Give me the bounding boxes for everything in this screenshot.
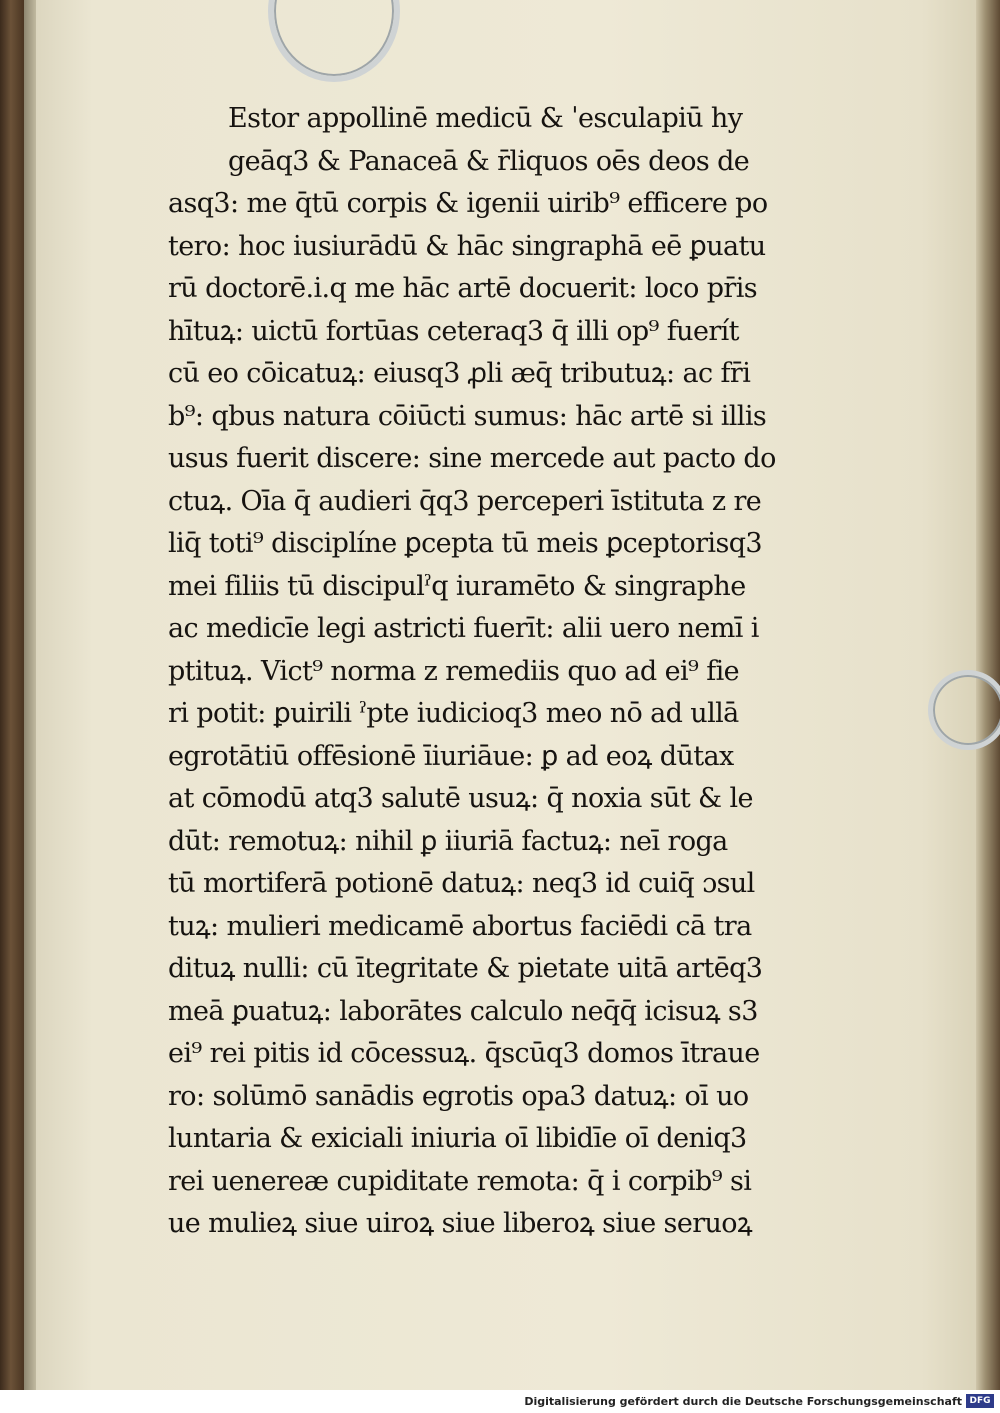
- text-line: tuꝝ: mulieri medicamē abortus faciēdi cā tra: [168, 910, 752, 942]
- text-line: ri potit: ꝑuirili ˀpte iudicioq3 meo nō ad ullā: [168, 698, 739, 729]
- text-line: ei⁹ rei pitis id cōcessuꝝ. q̄scūq3 domos ītraue: [168, 1038, 760, 1069]
- text-line: ctuꝝ. Oīa q̄ audieri q̄q3 perceperi īstituta z re: [168, 485, 762, 517]
- text-line: hītuꝝ: uictū fortūas ceteraq3 q̄ illi op⁹ fuerít: [168, 315, 739, 347]
- text-line: dituꝝ nulli: cū ītegritate & pietate uitā artēq3: [168, 953, 763, 984]
- text-line: ptituꝝ. Vict⁹ norma z remediis quo ad ei⁹ fie: [168, 655, 740, 687]
- text-line: ue mulieꝝ siue uiroꝝ siue liberoꝝ siue seruoꝝ: [168, 1208, 752, 1239]
- funding-credit: Digitalisierung gefördert durch die Deutsche Forschungsgemeinschaft: [524, 1395, 962, 1408]
- text-line: liq̄ toti⁹ disciplíne ꝑcepta tū meis ꝑceptorisq3: [168, 528, 762, 559]
- text-line: at cōmodū atq3 salutē usuꝝ: q̄ noxia sūt & le: [168, 783, 753, 814]
- text-line: meā ꝑuatuꝝ: laborātes calculo neq̄q̄ icisuꝝ s3: [168, 995, 758, 1027]
- text-line: b⁹: qbus natura cōiūcti sumus: hāc artē si illis: [168, 400, 767, 432]
- footer-bar: [0, 1390, 1000, 1413]
- text-line: usus fuerit discere: sine mercede aut pacto do: [168, 443, 776, 474]
- text-line: cū eo cōicatuꝝ: eiusq3 ꝓli æq̄ tributuꝝ: ac fr̄i: [168, 358, 751, 389]
- text-line: geāq3 & Panaceā & r̄liquos oēs deos de: [228, 145, 750, 177]
- dfg-logo: DFG: [966, 1394, 994, 1408]
- text-line: mei filiis tū discipulˀq iuramēto & singraphe: [168, 570, 746, 602]
- text-block: [168, 98, 776, 1246]
- text-line: rū doctorē.i.q me hāc artē docuerit: loco pr̄is: [168, 273, 757, 304]
- paper-clip-right: [928, 670, 1000, 750]
- text-line: egrotātiū offēsionē īiuriāue: ꝑ ad eoꝝ dūtax: [168, 740, 734, 772]
- text-line: luntaria & exiciali iniuria oī libidīe oī deniq3: [168, 1123, 747, 1154]
- text-line: tero: hoc iusiurādū & hāc singraphā eē ꝑuatu: [168, 230, 766, 262]
- text-line: rei uenereæ cupiditate remota: q̄ i corpib⁹ si: [168, 1165, 752, 1197]
- text-line: ro: solūmō sanādis egrotis opa3 datuꝝ: oī uo: [168, 1080, 749, 1112]
- book-spine: [0, 0, 24, 1390]
- text-line: ac medicīe legi astricti fuerīt: alii uero nemī i: [168, 613, 759, 644]
- text-line: dūt: remotuꝝ: nihil ꝑ iiuriā factuꝝ: neī roga: [168, 825, 728, 857]
- text-line: asq3: me q̄tū corpis & igenii uirib⁹ efficere po: [168, 188, 768, 219]
- text-line: tū mortiferā potionē datuꝝ: neq3 id cuiq̄ ɔsul: [168, 868, 755, 899]
- text-line: Estor appollinē medicū & ˈesculapiū hy: [228, 103, 743, 134]
